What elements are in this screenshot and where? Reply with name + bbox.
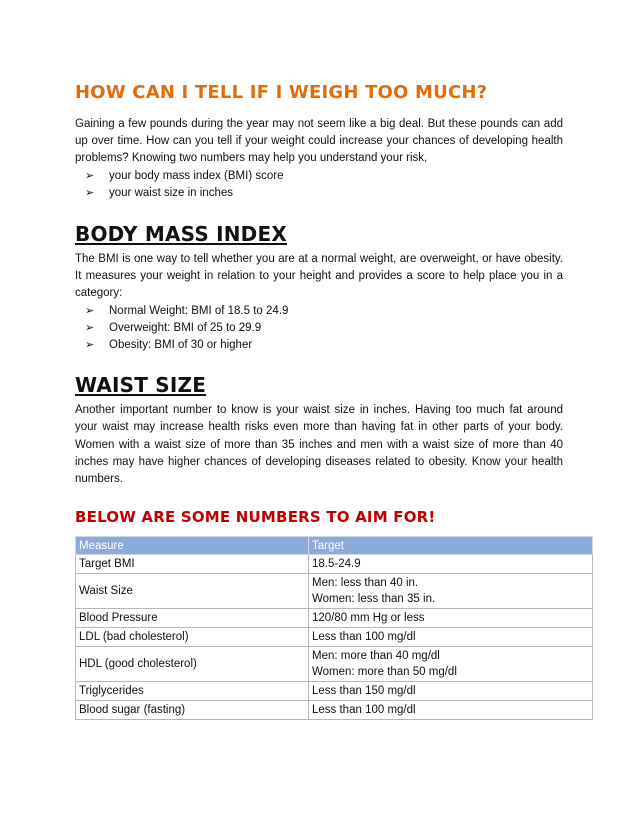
list-item: ➢ Obesity: BMI of 30 or higher: [85, 339, 253, 352]
heading-body-mass-index: BODY MASS INDEX: [75, 222, 287, 247]
intro-bullet-list: [75, 168, 563, 202]
measure-cell: HDL (good cholesterol): [76, 647, 309, 682]
table-header-row: [76, 537, 593, 555]
target-cell: 120/80 mm Hg or less: [309, 609, 593, 628]
target-cell: Men: less than 40 in. Women: less than 35 in.: [309, 574, 593, 609]
measure-cell: Blood Pressure: [76, 609, 309, 628]
list-item: ➢ Overweight: BMI of 25 to 29.9: [85, 321, 262, 334]
target-cell: Less than 100 mg/dl: [309, 628, 593, 647]
arrow-bullet-icon: ➢: [85, 321, 95, 334]
table-row: [76, 574, 593, 609]
arrow-bullet-icon: ➢: [85, 339, 95, 352]
table-row: [76, 628, 593, 647]
health-numbers-table: [75, 536, 593, 720]
intro-paragraph: Gaining a few pounds during the year may not seem like a big deal. But these pounds can add up over time. How can you tell if your weight could increase your chances of developing health problems? Knowing two numbers may help you understand your risk,: [75, 118, 563, 165]
document-page: [75, 82, 563, 720]
table-row: [76, 555, 593, 574]
measure-cell: Triglycerides: [76, 682, 309, 701]
measure-cell: Target BMI: [76, 555, 309, 574]
table-row: [76, 701, 593, 720]
measure-cell: Blood sugar (fasting): [76, 701, 309, 720]
heading-weigh-too-much: HOW CAN I TELL IF I WEIGH TOO MUCH?: [75, 82, 488, 103]
waist-paragraph: Another important number to know is your waist size in inches. Having too much fat around your waist may increase health risks even more than having fat in other parts of your body. Women with a waist size of more than 35 inches and men with a waist size of more than 40 inches may have higher chances of developing diseases related to obesity. Know your health numbers.: [75, 404, 563, 486]
heading-numbers-to-aim-for: BELOW ARE SOME NUMBERS TO AIM FOR!: [75, 508, 436, 527]
bmi-paragraph: The BMI is one way to tell whether you are at a normal weight, are overweight, or have obesity. It measures your weight in relation to your height and provides a score to help place you in a category:: [75, 253, 563, 300]
target-cell: Less than 150 mg/dl: [309, 682, 593, 701]
target-cell: Less than 100 mg/dl: [309, 701, 593, 720]
list-item: ➢ your waist size in inches: [85, 186, 233, 199]
list-item: ➢ Normal Weight: BMI of 18.5 to 24.9: [85, 304, 289, 317]
measure-cell: LDL (bad cholesterol): [76, 628, 309, 647]
list-item: ➢ your body mass index (BMI) score: [85, 169, 284, 182]
arrow-bullet-icon: ➢: [85, 186, 95, 199]
heading-waist-size: WAIST SIZE: [75, 373, 207, 398]
target-cell: 18.5-24.9: [309, 555, 593, 574]
column-header-measure: Measure: [76, 537, 309, 555]
table-row: [76, 682, 593, 701]
arrow-bullet-icon: ➢: [85, 304, 95, 317]
table-row: [76, 609, 593, 628]
arrow-bullet-icon: ➢: [85, 169, 95, 182]
column-header-target: Target: [309, 537, 593, 555]
measure-cell: Waist Size: [76, 574, 309, 609]
bmi-bullet-list: [75, 303, 563, 355]
target-cell: Men: more than 40 mg/dl Women: more than 50 mg/dl: [309, 647, 593, 682]
table-row: [76, 647, 593, 682]
